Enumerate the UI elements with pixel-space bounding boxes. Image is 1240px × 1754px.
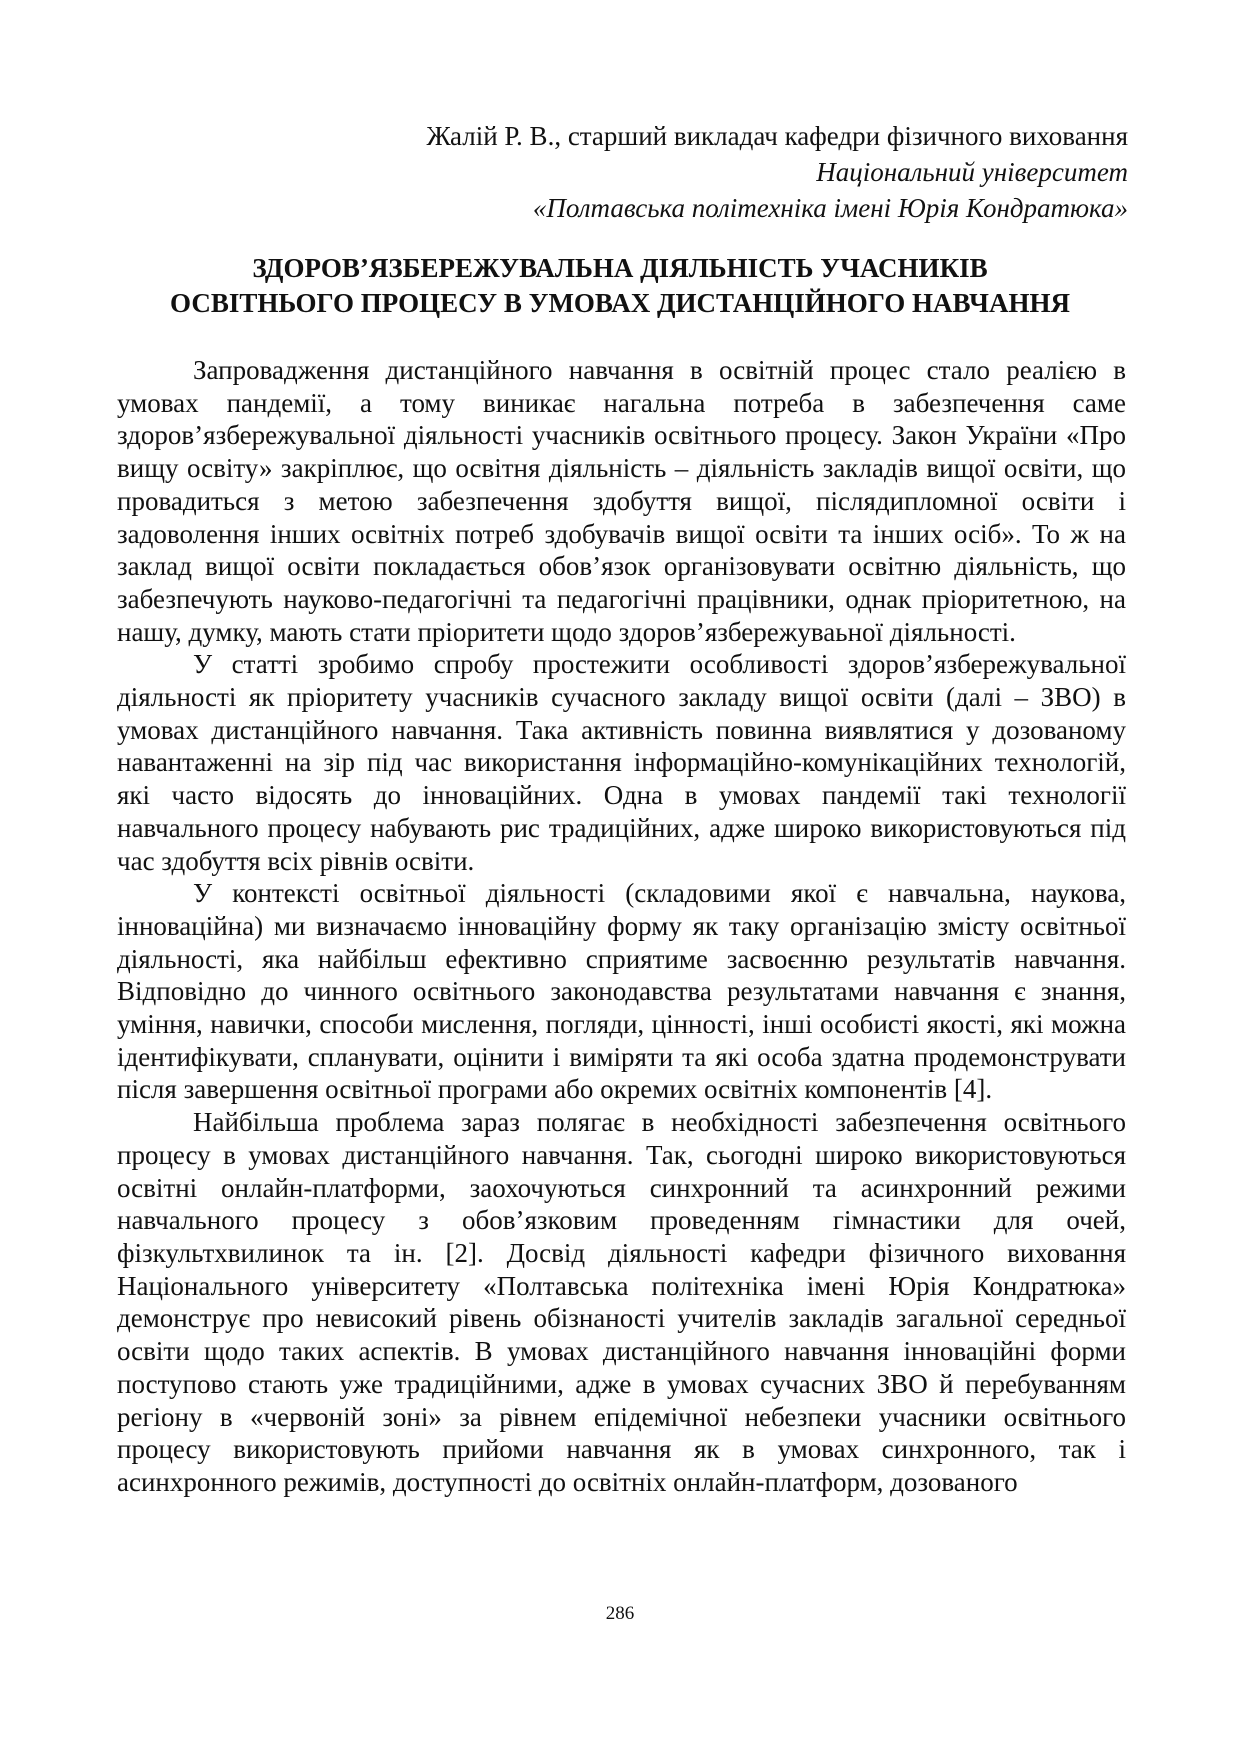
institution-line-2: «Полтавська політехніка імені Юрія Кондратюка» bbox=[532, 193, 1128, 223]
paragraph-2: У статті зробимо спробу простежити особливості здоров’язбережувальної діяльності як пріоритету учасників сучасного закладу вищої освіти (далі – ЗВО) в умовах дистанційного навчання. Така активність повинна виявлятися у дозованому навантаженні на зір під час використання інформаційно-комунікаційних технологій, які часто відосять до інноваційних. Одна в умовах пандемії такі технології навчального процесу набувають рис традиційних, адже широко використовуються під час здобуття всіх рівнів освіти. bbox=[117, 649, 1126, 876]
article-body bbox=[117, 354, 1126, 1499]
author-line: Жалій Р. В., старший викладач кафедри фізичного виховання bbox=[426, 121, 1128, 151]
institution-line-1: Національний університет bbox=[816, 157, 1128, 187]
title-line-1: ЗДОРОВ’ЯЗБЕРЕЖУВАЛЬНА ДІЯЛЬНІСТЬ УЧАСНИКІВ bbox=[252, 253, 988, 283]
author-affiliation bbox=[228, 118, 1128, 226]
title-line-2: ОСВІТНЬОГО ПРОЦЕСУ В УМОВАХ ДИСТАНЦІЙНОГО НАВЧАННЯ bbox=[170, 288, 1070, 318]
paragraph-3: У контексті освітньої діяльності (складовими якої є навчальна, наукова, інноваційна) ми визначаємо інноваційну форму як таку організацію змісту освітньої діяльності, яка найбільш ефективно сприятиме засвоєнню результатів навчання. Відповідно до чинного освітнього законодавства результатами навчання є знання, уміння, навички, способи мислення, погляди, цінності, інші особисті якості, які можна ідентифікувати, спланувати, оцінити і виміряти та які особа здатна продемонструвати після завершення освітньої програми або окремих освітніх компонентів [4]. bbox=[117, 878, 1126, 1105]
page-number: 286 bbox=[605, 1603, 635, 1624]
paragraph-4: Найбільша проблема зараз полягає в необхідності забезпечення освітнього процесу в умовах дистанційного навчання. Так, сьогодні широко використовуються освітні онлайн-платформи, заохочуються синхронний та асинхронний режими навчального процесу з обов’язковим проведенням гімнастики для очей, фізкультхвилинок та ін. [2]. Досвід діяльності кафедри фізичного виховання Національного університету «Полтавська політехніка імені Юрія Кондратюка» демонструє про невисокий рівень обізнаності учителів закладів загальної середньої освіти щодо таких аспектів. В умовах дистанційного навчання інноваційні форми поступово стають уже традиційними, адже в умовах сучасних ЗВО й перебуванням регіону в «червоній зоні» за рівнем епідемічної небезпеки учасники освітнього процесу використовують прийоми навчання як в умовах синхронного, так і асинхронного режимів, доступності до освітніх онлайн-платформ, дозованого bbox=[117, 1107, 1126, 1497]
paragraph-1: Запровадження дистанційного навчання в освітній процес стало реалією в умовах пандемії, а тому виникає нагальна потреба в забезпечення саме здоров’язбережувальної діяльності учасників освітнього процесу. Закон України «Про вищу освіту» закріплює, що освітня діяльність – діяльність закладів вищої освіти, що провадиться з метою забезпечення здобуття вищої, післядипломної освіти і задоволення інших освітніх потреб здобувачів вищої освіти та інших осіб». То ж на заклад вищої освіти покладається обов’язок організовувати освітню діяльність, що забезпечують науково-педагогічні та педагогічні працівники, однак пріоритетною, на нашу, думку, мають стати пріоритети щодо здоров’язбережуваьної діяльності. bbox=[117, 355, 1126, 647]
article-title bbox=[115, 251, 1125, 321]
